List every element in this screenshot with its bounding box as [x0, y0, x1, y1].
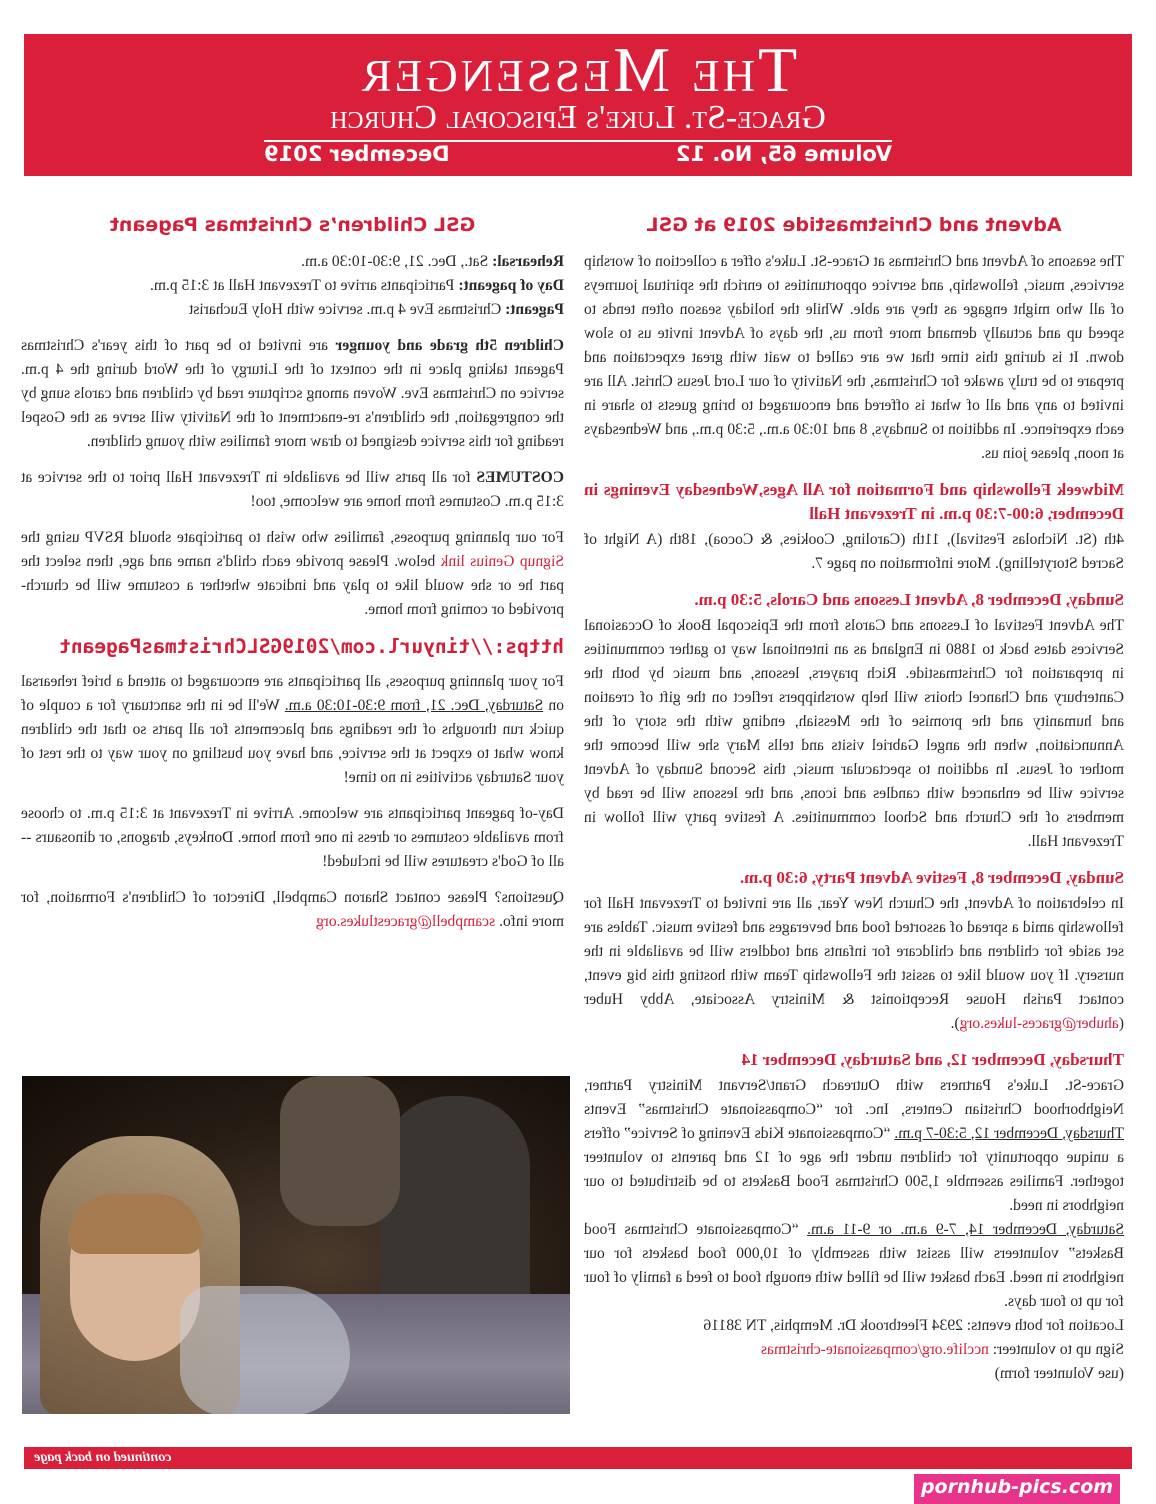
children-text: are invited to be part of this year's Christmas Pageant taking place in the context of the Liturgy of the Word during the 4 p.m. service on Christmas Eve. Woven among scripture read by children and carols sung by the congregation, the children's re-enactment of the Nativity will serve as the Gospel reading for this service designed to draw more families with young children.	[21, 337, 564, 450]
advent-column	[584, 212, 1124, 1386]
compassion-text-2: “Compassionate Kids Evening of Service” offers a unique opportunity for children under the age of 12 and parents to volunteer together. Families assemble 1,500 Christmas Food Baskets to be distributed to our neighbors in need.	[584, 1125, 1124, 1214]
event-location: Location for both events: 2934 Fleetbrook Dr. Memphis, TN 38116	[703, 1317, 1124, 1334]
pageant-column	[21, 212, 564, 946]
midweek-heading: Midweek Fellowship and Formation for All Ages,Wednesday Evenings in December, 6:00-7:30 p.m. in Trezevant Hall	[584, 480, 1124, 523]
planning-text-1: For our planning purposes, families who wish to participate should RSVP using the	[21, 529, 564, 546]
advent-heading: Advent and Christmastide 2019 at GSL	[646, 214, 1062, 236]
party-paragraph	[584, 892, 1124, 1036]
compassion-date-1: Thursday, December 12, 5:30-7 p.m.	[894, 1125, 1124, 1142]
party-heading: Sunday, December 8, Festive Advent Party, 6:30 p.m.	[739, 868, 1124, 887]
signup-link[interactable]: ncclife.org/compassionate-christmas	[760, 1341, 989, 1358]
church-name: Grace-St. Luke's Episcopal Church	[330, 99, 826, 136]
lessons-heading: Sunday, December 8, Advent Lessons and Carols, 5:30 p.m.	[694, 590, 1124, 609]
children-paragraph	[21, 334, 564, 454]
pageant-photo	[22, 1076, 570, 1414]
rehearsal-para-2: We'll be in the sanctuary for a couple of quick run throughs of the readings and placements for all parts so that the children know what to expect at the service, and have you bustling on your way to the rest of your Saturday activities in no time!	[20, 697, 564, 786]
watermark-badge: pornhub-pics.com	[914, 1474, 1120, 1504]
signup-genius-link[interactable]: Signup Genius link	[440, 553, 564, 570]
pageant-heading: GSL Children’s Christmas Pageant	[109, 214, 476, 236]
party-email-link[interactable]: ahuber@graces-lukes.org	[959, 1015, 1119, 1032]
costumes-text: for all parts will be available in Trezevant Hall prior to the service at 3:15 p.m. Costumes from home are welcome, too!	[21, 469, 564, 510]
newsletter-title: The Messenger	[358, 34, 798, 105]
questions-text: Questions? Please contact Sharon Campbell, Director of Children's Formation, for more info.	[21, 889, 564, 930]
lessons-text: The Advent Festival of Lessons and Carols from the Episcopal Book of Occasional Services dates back to 1880 in England as an intentional way to gather communities in preparation for Christmastide. Rich prayers, lessons, and music by both the Canterbury and Chancel choirs will help worshippers reflect on the gift of creation and humanity and the promise of the Messiah, ending with the story of the Annunciation, when the angel Gabriel visits and tells Mary she will become the mother of Jesus. In addition to spectacular music, this Second Sunday of Advent service will be enhanced with candles and icons, and the lessons will be read by members of the Church and School communities. A festive party will follow in Trezevant Hall.	[584, 617, 1124, 850]
midweek-text: 4th (St. Nicholas Festival), 11th (Caroling, Cookies, & Cocoa), 18th (A Night of Sacred Storytelling). More information on page 7.	[584, 531, 1124, 572]
rehearsal-paragraph	[21, 670, 564, 790]
children-label: Children 5th grade and younger	[335, 337, 564, 354]
compassion-heading: Thursday, December 12, and Saturday, December 14	[741, 1050, 1124, 1069]
rehearsal-para-1: For your planning purposes, all participants are encouraged to attend a brief rehearsal on	[21, 673, 564, 714]
masthead	[24, 34, 1132, 176]
pageant-label: Pageant:	[505, 301, 564, 318]
pageant-schedule	[21, 250, 564, 322]
background-figure-2	[280, 1076, 400, 1226]
party-text: In celebration of Advent, the Church New Year, all are invited to Trezevant Hall for fellowship amid a spread of assorted food and beverages and festive music. Tables are set aside for children and childcare for infants and toddlers will be available in the nursery. If you would like to assist the Fellowship Team with hosting this big event, contact Parish House Receptionist & Ministry Associate, Abby Huber (	[584, 895, 1124, 1032]
footer-bar	[24, 1447, 1132, 1469]
rehearsal-para-date: Saturday, Dec. 21, from 9:30-10:30 a.m.	[284, 697, 544, 714]
pageant-text: Christmas Eve 4 p.m. service with Holy Eucharist	[188, 301, 502, 318]
compassion-block	[584, 1074, 1124, 1386]
rehearsal-label: Rehearsal:	[492, 253, 564, 270]
volume-number: Volume 65, No. 12	[675, 142, 892, 166]
questions-email-link[interactable]: scampbell@gracestlukes.org	[316, 913, 496, 930]
rehearsal-time: Sat., Dec. 21, 9:30-10:30 a.m.	[301, 253, 489, 270]
day-label: Day of pageant:	[458, 277, 564, 294]
planning-paragraph	[21, 526, 564, 622]
compassion-text-1: Grace-St. Luke's Partners with Outreach Grant/Servant Ministry Partner, Neighborhood Christian Centers, Inc. for “Compassionate Christmas” Events	[584, 1077, 1124, 1118]
costumes-label: COSTUMES	[476, 469, 564, 486]
day-of-paragraph: Day-of pageant participants are welcome. Arrive in Trezevant at 3:15 p.m. to choose from available costumes or dress in one from home. Donkeys, dragons, or dinosaurs -- all of God's creatures will be included!	[21, 805, 564, 870]
day-text: Participants arrive to Trezevant Hall at 3:15 p.m.	[149, 277, 455, 294]
issue-date: December 2019	[264, 142, 450, 166]
advent-intro: The seasons of Advent and Christmas at Grace-St. Luke's offer a collection of worship services, music, fellowship, and service opportunities to enrich the spiritual journeys of all who might engage as they are able. While the holiday season often tends to speed up and actually demand more from us, the days of Advent invite us to slow down. It is during this time that we are called to wait with great expectation and prepare to be truly awake for Christmas, the Nativity of our Lord Jesus Christ. All are invited to any and all of what is offered and encouraged to bring guests to share in each experience. In addition to Sundays, 8 and 10:30 a.m., 5:30 p.m., and Wednesdays at noon, please join us.	[584, 253, 1124, 462]
planning-text-2: below. Please provide each child's name and age, then select the part he or she would like to play and indicate whether a costume will be church-provided or coming from home.	[21, 553, 564, 618]
compassion-text-3: “Compassionate Christmas Food Baskets” volunteers will assist with assembly of 10,000 food baskets for our neighbors in need. Each basket will be filled with enough food to feed a family of four for up to four days.	[584, 1221, 1124, 1310]
pageant-url-link[interactable]: https://tinyurl.com/2019GSLChristmasPageant	[59, 635, 564, 658]
party-close: ).	[950, 1015, 960, 1032]
continued-note: continued on back page	[34, 1450, 172, 1465]
questions-paragraph	[21, 886, 564, 934]
angel-wing	[180, 1286, 350, 1414]
signup-prefix: Sign up to volunteer:	[988, 1341, 1124, 1358]
child-hair	[68, 1194, 202, 1254]
costumes-paragraph	[21, 466, 564, 514]
compassion-date-2: Saturday, December 14, 7-9 a.m. or 9-11 a.m.	[807, 1221, 1124, 1238]
signup-suffix: (use Volunteer form)	[994, 1365, 1124, 1382]
